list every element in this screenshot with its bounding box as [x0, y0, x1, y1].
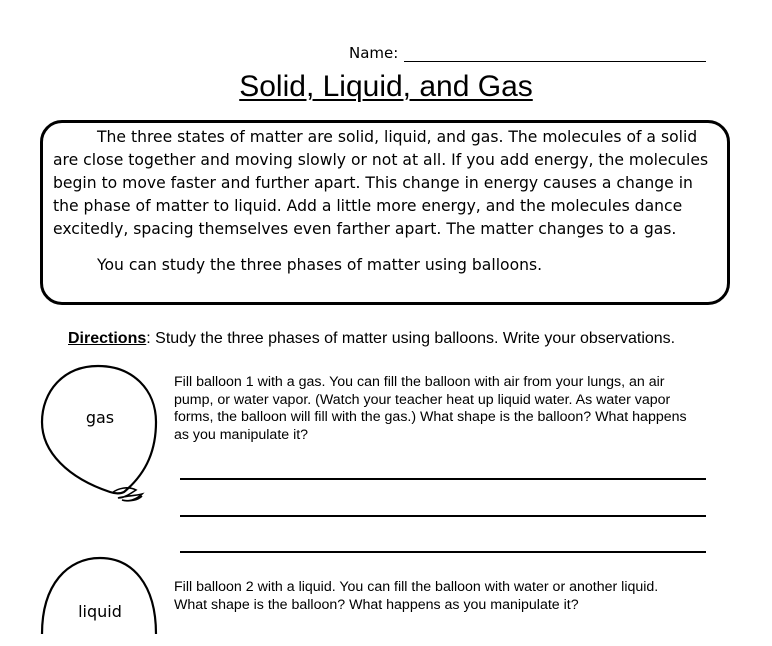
intro-paragraph-1: The three states of matter are solid, liquid, and gas. The molecules of a solid are close together and moving slowly or not at all. If you add energy, the molecules begin to move faster and further apart. This change in energy causes a change in the phase of matter to liquid. Add a little more energy, and the molecules dance excitedly, spacing themselves even farther apart. The matter changes to a gas.	[53, 128, 709, 238]
directions-label: Directions	[68, 330, 147, 347]
balloon-1	[38, 360, 162, 510]
balloon-gas-icon	[38, 360, 162, 510]
answer-line-2	[180, 515, 706, 517]
balloon-2-instructions: Fill balloon 2 with a liquid. You can fill the balloon with water or another liquid. What shape is the balloon? What happens as you manipulate it?	[174, 579, 659, 613]
name-write-line	[404, 45, 706, 62]
balloon-1-instructions: Fill balloon 1 with a gas. You can fill the balloon with air from your lungs, an air pump, or water vapor. (Watch your teacher heat up liquid water. As water vapor forms, the balloon will fill with the gas.) What shape is the balloon? What happens as you manipulate it?	[174, 374, 687, 443]
name-field-row	[349, 44, 706, 62]
answer-line-3	[180, 551, 706, 553]
balloon-liquid-icon	[38, 556, 162, 646]
answer-line-1	[180, 478, 706, 480]
balloon-2-label: liquid	[78, 602, 122, 621]
intro-paragraph-2: You can study the three phases of matter using balloons.	[97, 256, 543, 274]
name-label: Name:	[349, 44, 399, 62]
worksheet-title: Solid, Liquid, and Gas	[239, 70, 533, 103]
directions	[68, 330, 675, 348]
directions-text: : Study the three phases of matter using balloons. Write your observations.	[146, 330, 676, 347]
intro-box	[40, 120, 730, 305]
balloon-2	[38, 556, 162, 630]
balloon-1-label: gas	[85, 408, 115, 427]
